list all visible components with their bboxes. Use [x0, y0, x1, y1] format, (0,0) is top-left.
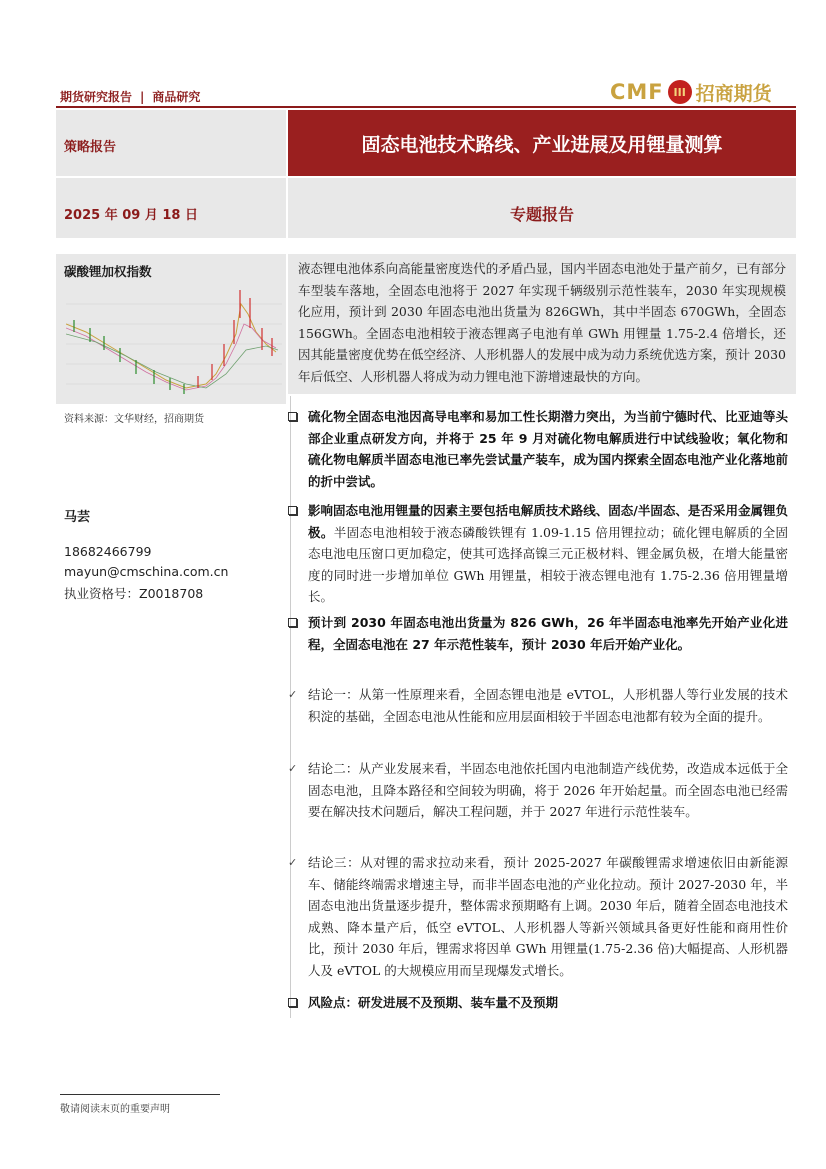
analyst-license: 执业资格号：Z0018708 — [64, 586, 204, 601]
risk-point — [308, 992, 788, 1014]
summary-text: 液态锂电池体系向高能量密度迭代的矛盾凸显，国内半固态电池处于量产前夕，已有部分车型装车落地，全固态电池将于 2027 年实现千辆级别示范性装车，2030 年实现规模化应用，预计到 2030 年固态电池出货量为 826GWh，其中半固态 670GWh，全固态 156GWh。全固态电池相较于液态锂离子电池有单 GWh 用锂量 1.75-2.4 倍增长，还因其能量密度优势在低空经济、人形机器人的发展中成为动力系统优选方案，预计 2030 年后低空、人形机器人将成为动力锂电池下游增速最快的方向。 — [298, 261, 786, 384]
footer-divider — [60, 1094, 220, 1095]
logo-company-name: 招商期货 — [695, 82, 772, 105]
report-date: 2025 年 09 月 18 日 — [64, 208, 198, 223]
analyst-name: 马芸 — [64, 510, 91, 525]
analyst-email[interactable]: mayun@cmschina.com.cn — [64, 564, 229, 579]
chart-source: 资料来源：文华财经，招商期货 — [64, 414, 204, 425]
key-point-2 — [308, 500, 788, 608]
key-point-3-bold: 预计到 2030 年固态电池出货量为 826 GWh，26 年半固态电池率先开始产业化进程，全固态电池在 27 年示范性装车，预计 2030 年后开始产业化。 — [308, 615, 788, 652]
footer-disclaimer[interactable]: 敬请阅读末页的重要声明 — [60, 1104, 170, 1115]
key-point-1-bold: 硫化物全固态电池因高导电率和易加工性长期潜力突出，为当前宁德时代、比亚迪等头部企业重点研发方向，并将于 25 年 9 月对硫化物电解质进行中试线验收；氧化物和硫化物电解质半固态电池已率先尝试量产装车，成为国内探索全固态电池产业化落地前的折中尝试。 — [308, 409, 788, 489]
conclusion-2-text: 结论二：从产业发展来看，半固态电池依托国内电池制造产线优势，改造成本远低于全固态电池，且降本路径和空间较为明确，将于 2026 年开始起量。而全固态电池已经需要在解决技术问题后，解决工程问题，并于 2027 年进行示范性装车。 — [308, 761, 788, 819]
header-separator: | — [140, 90, 145, 104]
company-logo — [610, 76, 790, 108]
key-point-2-text: 半固态电池相较于液态磷酸铁锂有 1.09-1.15 倍用锂拉动；硫化锂电解质的全固态电池电压窗口更加稳定，使其可选择高镍三元正极材料、锂金属负极，在增大能量密度的同时进一步增加单位 GWh 用锂量，相较于液态锂电池有 1.75-2.36 倍用锂量增长。 — [308, 524, 788, 604]
conclusion-3 — [288, 852, 788, 981]
report-title: 固态电池技术路线、产业进展及用锂量测算 — [288, 110, 796, 176]
report-header-tag — [60, 88, 200, 105]
risk-text: 风险点：研发进展不及预期、装车量不及预期 — [308, 995, 559, 1010]
conclusion-2 — [288, 758, 788, 823]
checkmark-icon: ✓ — [288, 688, 298, 701]
checkbox-square-icon — [288, 406, 302, 428]
header-category: 商品研究 — [152, 90, 201, 104]
checkmark-icon: ✓ — [288, 762, 298, 775]
analyst-phone: 18682466799 — [64, 544, 152, 559]
logo-emblem-icon: III — [668, 80, 692, 104]
report-type-box — [288, 178, 796, 238]
checkbox-square-icon — [288, 500, 302, 522]
column-divider — [290, 396, 291, 1018]
date-box — [56, 178, 286, 238]
chart-title: 碳酸锂加权指数 — [64, 264, 152, 279]
key-point-2-bold: 影响固态电池用锂量的因素主要包括电解质技术路线、固态/半固态、是否采用金属锂负极。 — [308, 503, 788, 540]
logo-cmf-text: CMF — [610, 80, 664, 104]
conclusion-1 — [288, 684, 788, 727]
checkbox-square-icon — [288, 612, 302, 634]
lithium-index-chart — [66, 284, 282, 402]
conclusion-3-text: 结论三：从对锂的需求拉动来看，预计 2025-2027 年碳酸锂需求增速依旧由新能源车、储能终端需求增速主导，而非半固态电池的产业化拉动。预计 2027-2030 年，半固态电池出货量逐步提升，整体需求预期略有上调。2030 年后，随着全固态电池技术成熟、降本量产后，低空 eVTOL、人形机器人等新兴领域具备更好性能和商用性价比，预计 2030 年后，锂需求将因单 GWh 用锂量(1.75-2.36 倍)大幅提高、人形机器人及 eVTOL 的大规模应用而呈现爆发式增长。 — [308, 855, 788, 978]
checkbox-square-icon — [288, 992, 302, 1014]
header-divider — [56, 106, 796, 108]
category-box — [56, 110, 286, 176]
checkmark-icon: ✓ — [288, 856, 298, 869]
key-point-3 — [308, 612, 788, 655]
category-label: 策略报告 — [64, 140, 117, 155]
key-point-1 — [308, 406, 788, 492]
report-type-label: 专题报告 — [509, 205, 574, 224]
header-report-kind: 期货研究报告 — [60, 90, 133, 104]
conclusion-1-text: 结论一：从第一性原理来看，全固态锂电池是 eVTOL，人形机器人等行业发展的技术积淀的基础，全固态电池从性能和应用层面相较于半固态电池都有较为全面的提升。 — [308, 687, 788, 724]
